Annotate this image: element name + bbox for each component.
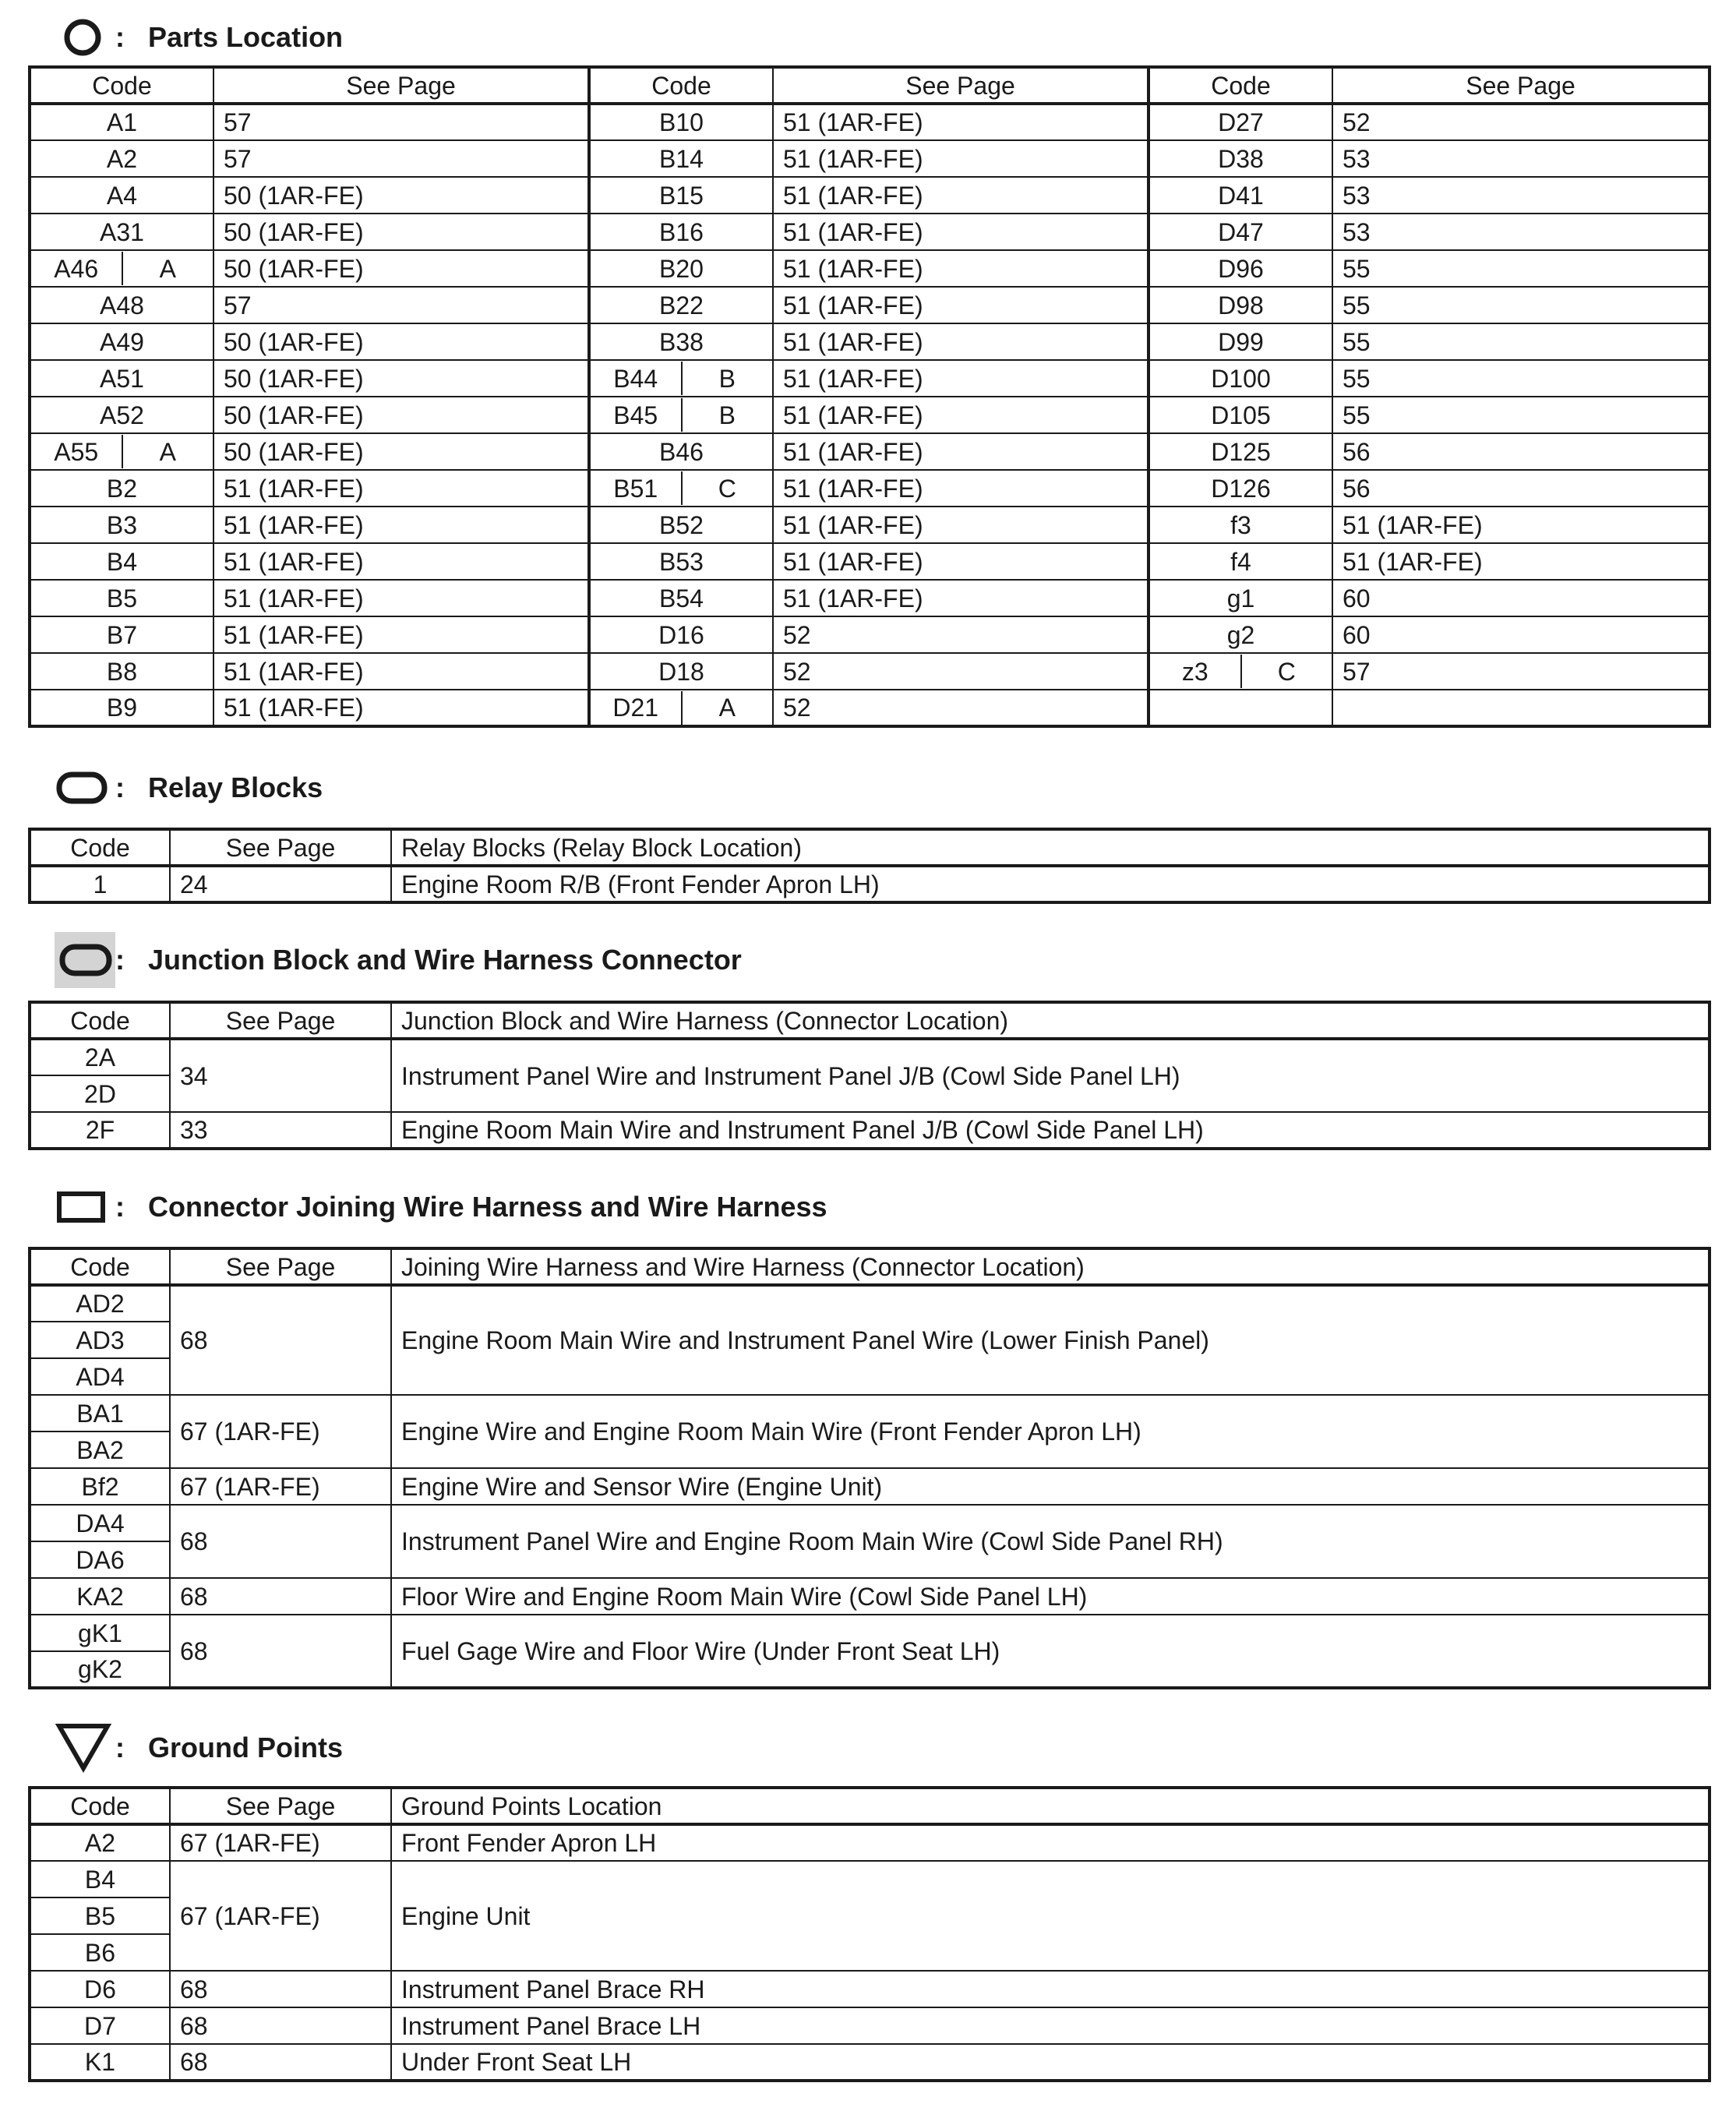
- part-code-cell: B10: [589, 104, 773, 140]
- part-code-cell: D125: [1149, 433, 1332, 470]
- heading-colon: :: [115, 1191, 125, 1223]
- see-page-cell: 68: [170, 1285, 391, 1395]
- location-cell: Engine Wire and Sensor Wire (Engine Unit): [391, 1468, 1710, 1505]
- see-page-cell: 50 (1AR-FE): [213, 323, 589, 360]
- location-cell: Fuel Gage Wire and Floor Wire (Under Front Seat LH): [391, 1615, 1710, 1688]
- code-cell: AD4: [30, 1358, 170, 1395]
- col-header-see-page: See Page: [1332, 67, 1710, 104]
- see-page-cell: 52: [1332, 104, 1710, 140]
- table-row: [30, 104, 1710, 140]
- rounded-rectangle-symbol-icon: [28, 757, 115, 819]
- part-code: B51: [591, 471, 683, 505]
- part-code: D21: [591, 691, 683, 725]
- table-row: [30, 214, 1710, 250]
- heading-colon: :: [115, 1732, 125, 1763]
- see-page-cell: 50 (1AR-FE): [213, 397, 589, 433]
- table-row: [30, 1039, 1710, 1075]
- code-cell: AD2: [30, 1285, 170, 1322]
- code-cell: gK1: [30, 1615, 170, 1651]
- see-page-cell: 60: [1332, 616, 1710, 653]
- part-code-cell: g2: [1149, 616, 1332, 653]
- see-page-cell: 60: [1332, 580, 1710, 616]
- part-code-cell: D41: [1149, 177, 1332, 214]
- col-header-code: Code: [589, 67, 773, 104]
- part-code-cell: B22: [589, 287, 773, 323]
- part-code-cell: B2: [30, 470, 213, 507]
- see-page-cell: 51 (1AR-FE): [213, 507, 589, 543]
- part-code-cell: [1149, 690, 1332, 726]
- col-header-see-page: See Page: [170, 1002, 391, 1039]
- part-code-cell: B53: [589, 543, 773, 580]
- part-code-cell: [30, 433, 213, 470]
- col-header-location: Joining Wire Harness and Wire Harness (Connector Location): [391, 1248, 1710, 1285]
- connector-joining-title: Connector Joining Wire Harness and Wire Harness: [148, 1191, 827, 1223]
- part-code-cell: B4: [30, 543, 213, 580]
- see-page-cell: 51 (1AR-FE): [773, 470, 1149, 507]
- part-code-cell: B15: [589, 177, 773, 214]
- location-cell: Under Front Seat LH: [391, 2044, 1710, 2081]
- see-page-cell: 53: [1332, 140, 1710, 177]
- location-cell: Instrument Panel Wire and Instrument Panel J/B (Cowl Side Panel LH): [391, 1039, 1710, 1112]
- see-page-cell: 50 (1AR-FE): [213, 433, 589, 470]
- table-row: [30, 1285, 1710, 1322]
- part-code-cell: [1149, 653, 1332, 690]
- see-page-cell: 51 (1AR-FE): [773, 397, 1149, 433]
- see-page-cell: [1332, 690, 1710, 726]
- table-row: [30, 433, 1710, 470]
- col-header-code: Code: [30, 829, 170, 866]
- see-page-cell: 68: [170, 2007, 391, 2044]
- part-code-cell: B7: [30, 616, 213, 653]
- location-cell: Floor Wire and Engine Room Main Wire (Cowl Side Panel LH): [391, 1578, 1710, 1615]
- location-cell: Engine Room Main Wire and Instrument Panel J/B (Cowl Side Panel LH): [391, 1112, 1710, 1149]
- code-cell: B4: [30, 1861, 170, 1897]
- part-code-cell: B14: [589, 140, 773, 177]
- part-code-letter: B: [718, 401, 736, 429]
- circle-symbol-icon: [28, 6, 115, 69]
- part-code-cell: f3: [1149, 507, 1332, 543]
- code-cell: 2F: [30, 1112, 170, 1149]
- part-code-cell: D27: [1149, 104, 1332, 140]
- see-page-cell: 53: [1332, 177, 1710, 214]
- part-code-cell: B46: [589, 433, 773, 470]
- heading-colon: :: [115, 21, 125, 53]
- see-page-cell: 68: [170, 1971, 391, 2007]
- see-page-cell: 34: [170, 1039, 391, 1112]
- see-page-cell: 53: [1332, 214, 1710, 250]
- connector-joining-heading: [28, 1176, 827, 1238]
- part-code-cell: B3: [30, 507, 213, 543]
- see-page-cell: 51 (1AR-FE): [773, 580, 1149, 616]
- see-page-cell: 67 (1AR-FE): [170, 1395, 391, 1468]
- part-code-cell: B20: [589, 250, 773, 287]
- col-header-see-page: See Page: [170, 1248, 391, 1285]
- part-code-cell: [589, 360, 773, 397]
- see-page-cell: 51 (1AR-FE): [773, 140, 1149, 177]
- table-row: [30, 1578, 1710, 1615]
- part-code: B45: [591, 398, 683, 432]
- location-cell: Front Fender Apron LH: [391, 1824, 1710, 1861]
- table-row: [30, 866, 1710, 902]
- ground-points-heading: [28, 1717, 343, 1779]
- table-row: [30, 1824, 1710, 1861]
- junction-block-title: Junction Block and Wire Harness Connector: [148, 944, 742, 976]
- part-code-cell: B52: [589, 507, 773, 543]
- col-header-code: Code: [30, 67, 213, 104]
- see-page-cell: 51 (1AR-FE): [213, 580, 589, 616]
- part-code: A46: [31, 252, 123, 285]
- see-page-cell: 51 (1AR-FE): [773, 507, 1149, 543]
- part-code-cell: A52: [30, 397, 213, 433]
- parts-location-heading: [28, 6, 343, 69]
- col-header-code: Code: [30, 1248, 170, 1285]
- see-page-cell: 68: [170, 1578, 391, 1615]
- code-cell: BA2: [30, 1431, 170, 1468]
- rectangle-symbol-icon: [28, 1176, 115, 1238]
- heading-colon: :: [115, 944, 125, 976]
- see-page-cell: 51 (1AR-FE): [773, 214, 1149, 250]
- code-cell: Bf2: [30, 1468, 170, 1505]
- see-page-cell: 68: [170, 2044, 391, 2081]
- part-code-cell: D99: [1149, 323, 1332, 360]
- see-page-cell: 51 (1AR-FE): [773, 323, 1149, 360]
- junction-block-table: [28, 1001, 1711, 1150]
- table-row: [30, 690, 1710, 726]
- part-code-cell: A51: [30, 360, 213, 397]
- code-cell: B6: [30, 1934, 170, 1971]
- table-row: [30, 177, 1710, 214]
- part-code-cell: D105: [1149, 397, 1332, 433]
- see-page-cell: 55: [1332, 360, 1710, 397]
- part-code-cell: D126: [1149, 470, 1332, 507]
- code-cell: DA4: [30, 1505, 170, 1541]
- part-code-cell: B38: [589, 323, 773, 360]
- code-cell: AD3: [30, 1322, 170, 1358]
- part-code-cell: A31: [30, 214, 213, 250]
- see-page-cell: 55: [1332, 323, 1710, 360]
- ground-points-table: [28, 1786, 1711, 2082]
- table-row: [30, 2007, 1710, 2044]
- table-row: [30, 1505, 1710, 1541]
- part-code-letter: A: [159, 437, 176, 466]
- part-code: B44: [591, 362, 683, 395]
- part-code-cell: D47: [1149, 214, 1332, 250]
- see-page-cell: 51 (1AR-FE): [773, 177, 1149, 214]
- see-page-cell: 51 (1AR-FE): [1332, 543, 1710, 580]
- part-code-cell: B54: [589, 580, 773, 616]
- part-code-cell: D16: [589, 616, 773, 653]
- see-page-cell: 51 (1AR-FE): [213, 616, 589, 653]
- ground-points-title: Ground Points: [148, 1732, 343, 1763]
- see-page-cell: 57: [1332, 653, 1710, 690]
- see-page-cell: 56: [1332, 433, 1710, 470]
- col-header-see-page: See Page: [170, 1788, 391, 1824]
- see-page-cell: 51 (1AR-FE): [213, 543, 589, 580]
- col-header-location: Junction Block and Wire Harness (Connector Location): [391, 1002, 1710, 1039]
- see-page-cell: 51 (1AR-FE): [773, 433, 1149, 470]
- part-code-letter: C: [718, 474, 736, 503]
- code-cell: 1: [30, 866, 170, 902]
- table-row: [30, 323, 1710, 360]
- see-page-cell: 50 (1AR-FE): [213, 250, 589, 287]
- see-page-cell: 51 (1AR-FE): [213, 690, 589, 726]
- see-page-cell: 67 (1AR-FE): [170, 1861, 391, 1971]
- see-page-cell: 51 (1AR-FE): [213, 653, 589, 690]
- see-page-cell: 50 (1AR-FE): [213, 360, 589, 397]
- part-code-cell: B16: [589, 214, 773, 250]
- table-row: [30, 470, 1710, 507]
- part-code-cell: g1: [1149, 580, 1332, 616]
- part-code-cell: D98: [1149, 287, 1332, 323]
- part-code-cell: A48: [30, 287, 213, 323]
- code-cell: KA2: [30, 1578, 170, 1615]
- part-code-cell: [589, 397, 773, 433]
- see-page-cell: 57: [213, 287, 589, 323]
- part-code-cell: A49: [30, 323, 213, 360]
- part-code-cell: A2: [30, 140, 213, 177]
- table-row: [30, 1861, 1710, 1897]
- location-cell: Instrument Panel Wire and Engine Room Main Wire (Cowl Side Panel RH): [391, 1505, 1710, 1578]
- table-row: [30, 397, 1710, 433]
- see-page-cell: 51 (1AR-FE): [773, 360, 1149, 397]
- see-page-cell: 68: [170, 1505, 391, 1578]
- location-cell: Instrument Panel Brace RH: [391, 1971, 1710, 2007]
- see-page-cell: 51 (1AR-FE): [773, 543, 1149, 580]
- code-cell: DA6: [30, 1541, 170, 1578]
- code-cell: gK2: [30, 1651, 170, 1688]
- table-row: [30, 1971, 1710, 2007]
- see-page-cell: 56: [1332, 470, 1710, 507]
- col-header-code: Code: [1149, 67, 1332, 104]
- part-code-cell: f4: [1149, 543, 1332, 580]
- see-page-cell: 51 (1AR-FE): [773, 250, 1149, 287]
- table-row: [30, 616, 1710, 653]
- location-cell: Engine Wire and Engine Room Main Wire (Front Fender Apron LH): [391, 1395, 1710, 1468]
- table-row: [30, 1615, 1710, 1651]
- see-page-cell: 55: [1332, 397, 1710, 433]
- col-header-location: Ground Points Location: [391, 1788, 1710, 1824]
- part-code-letter: A: [718, 694, 736, 722]
- location-cell: Engine Unit: [391, 1861, 1710, 1971]
- part-code-cell: B9: [30, 690, 213, 726]
- relay-blocks-title: Relay Blocks: [148, 771, 323, 803]
- part-code-cell: B8: [30, 653, 213, 690]
- table-row: [30, 1468, 1710, 1505]
- see-page-cell: 52: [773, 653, 1149, 690]
- table-row: [30, 580, 1710, 616]
- table-row: [30, 543, 1710, 580]
- see-page-cell: 52: [773, 690, 1149, 726]
- col-header-see-page: See Page: [170, 829, 391, 866]
- part-code-letter: B: [718, 364, 736, 393]
- see-page-cell: 67 (1AR-FE): [170, 1824, 391, 1861]
- part-code: z3: [1150, 655, 1242, 688]
- code-cell: K1: [30, 2044, 170, 2081]
- part-code-cell: D96: [1149, 250, 1332, 287]
- see-page-cell: 51 (1AR-FE): [773, 287, 1149, 323]
- part-code-cell: D100: [1149, 360, 1332, 397]
- part-code-letter: A: [159, 254, 176, 283]
- location-cell: Engine Room Main Wire and Instrument Panel Wire (Lower Finish Panel): [391, 1285, 1710, 1395]
- code-cell: 2D: [30, 1075, 170, 1112]
- heading-colon: :: [115, 771, 125, 803]
- see-page-cell: 55: [1332, 287, 1710, 323]
- part-code-cell: [589, 690, 773, 726]
- connector-joining-table: [28, 1247, 1711, 1689]
- see-page-cell: 51 (1AR-FE): [773, 104, 1149, 140]
- junction-block-heading: [28, 929, 742, 991]
- see-page-cell: 67 (1AR-FE): [170, 1468, 391, 1505]
- table-row: [30, 653, 1710, 690]
- relay-blocks-heading: [28, 757, 323, 819]
- part-code-cell: B5: [30, 580, 213, 616]
- code-cell: B5: [30, 1897, 170, 1934]
- see-page-cell: 24: [170, 866, 391, 902]
- see-page-cell: 68: [170, 1615, 391, 1688]
- code-cell: D7: [30, 2007, 170, 2044]
- col-header-code: Code: [30, 1002, 170, 1039]
- table-row: [30, 2044, 1710, 2081]
- see-page-cell: 51 (1AR-FE): [213, 470, 589, 507]
- relay-blocks-table: [28, 828, 1711, 904]
- code-cell: D6: [30, 1971, 170, 2007]
- part-code-cell: A4: [30, 177, 213, 214]
- table-row: [30, 287, 1710, 323]
- part-code-cell: [589, 470, 773, 507]
- shaded-rounded-rectangle-symbol-icon: [28, 929, 115, 991]
- part-code-cell: D38: [1149, 140, 1332, 177]
- part-code: A55: [31, 435, 123, 468]
- ground-triangle-symbol-icon: [28, 1717, 115, 1779]
- see-page-cell: 57: [213, 104, 589, 140]
- parts-location-title: Parts Location: [148, 21, 344, 53]
- see-page-cell: 52: [773, 616, 1149, 653]
- table-row: [30, 1112, 1710, 1149]
- see-page-cell: 55: [1332, 250, 1710, 287]
- table-row: [30, 1395, 1710, 1431]
- part-code-cell: [30, 250, 213, 287]
- location-cell: Instrument Panel Brace LH: [391, 2007, 1710, 2044]
- see-page-cell: 50 (1AR-FE): [213, 214, 589, 250]
- col-header-see-page: See Page: [213, 67, 589, 104]
- col-header-location: Relay Blocks (Relay Block Location): [391, 829, 1710, 866]
- part-code-cell: A1: [30, 104, 213, 140]
- table-row: [30, 360, 1710, 397]
- code-cell: BA1: [30, 1395, 170, 1431]
- location-cell: Engine Room R/B (Front Fender Apron LH): [391, 866, 1710, 902]
- see-page-cell: 33: [170, 1112, 391, 1149]
- see-page-cell: 51 (1AR-FE): [1332, 507, 1710, 543]
- parts-location-table: [28, 65, 1711, 728]
- code-cell: 2A: [30, 1039, 170, 1075]
- code-cell: A2: [30, 1824, 170, 1861]
- table-row: [30, 140, 1710, 177]
- col-header-code: Code: [30, 1788, 170, 1824]
- see-page-cell: 50 (1AR-FE): [213, 177, 589, 214]
- part-code-letter: C: [1277, 657, 1296, 686]
- table-row: [30, 250, 1710, 287]
- col-header-see-page: See Page: [773, 67, 1149, 104]
- see-page-cell: 57: [213, 140, 589, 177]
- part-code-cell: D18: [589, 653, 773, 690]
- table-row: [30, 507, 1710, 543]
